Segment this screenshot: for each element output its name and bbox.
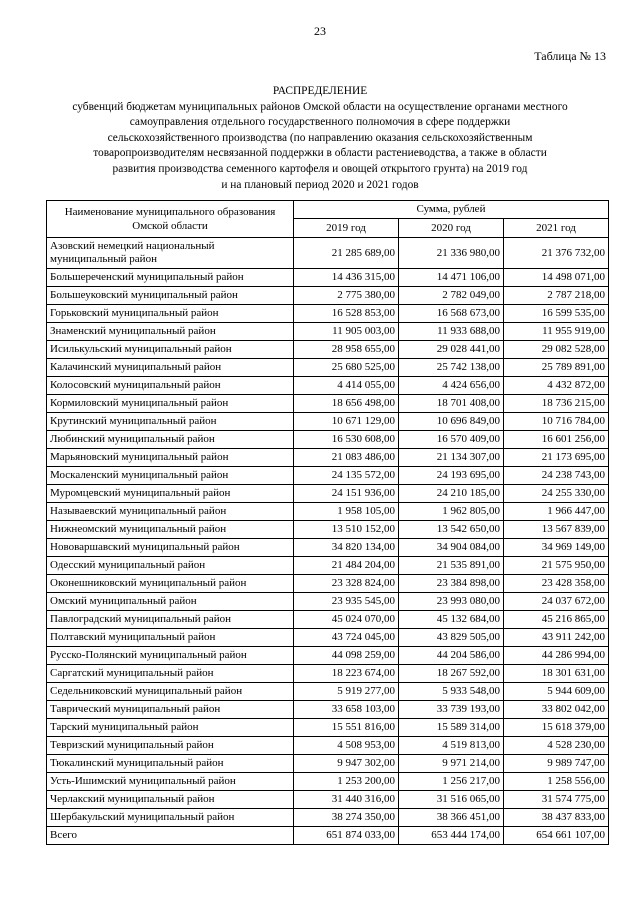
region-name-cell: Большеуковский муниципальный район	[47, 287, 294, 305]
table-row	[47, 449, 609, 467]
value-2019-cell: 43 724 045,00	[294, 629, 399, 647]
table-row	[47, 665, 609, 683]
value-2019-cell: 28 958 655,00	[294, 341, 399, 359]
value-2019-cell: 1 958 105,00	[294, 503, 399, 521]
value-2020-cell: 13 542 650,00	[399, 521, 504, 539]
value-2019-cell: 31 440 316,00	[294, 791, 399, 809]
region-name-cell: Одесский муниципальный район	[47, 557, 294, 575]
value-2021-cell: 2 787 218,00	[504, 287, 609, 305]
region-name-cell: Любинский муниципальный район	[47, 431, 294, 449]
region-name-cell: Нижнеомский муниципальный район	[47, 521, 294, 539]
subvention-table	[46, 200, 609, 845]
value-2019-cell: 24 151 936,00	[294, 485, 399, 503]
value-2021-cell: 38 437 833,00	[504, 809, 609, 827]
value-2021-cell: 4 432 872,00	[504, 377, 609, 395]
table-row	[47, 701, 609, 719]
region-name-cell: Всего	[47, 827, 294, 845]
page-number: 23	[314, 24, 326, 38]
table-row	[47, 323, 609, 341]
value-2019-cell: 21 484 204,00	[294, 557, 399, 575]
value-2020-cell: 5 933 548,00	[399, 683, 504, 701]
value-2020-cell: 4 519 813,00	[399, 737, 504, 755]
value-2019-cell: 14 436 315,00	[294, 269, 399, 287]
column-header-name: Наименование муниципального образования Омской области	[47, 201, 294, 238]
value-2020-cell: 11 933 688,00	[399, 323, 504, 341]
value-2021-cell: 5 944 609,00	[504, 683, 609, 701]
value-2019-cell: 45 024 070,00	[294, 611, 399, 629]
value-2019-cell: 1 253 200,00	[294, 773, 399, 791]
value-2020-cell: 44 204 586,00	[399, 647, 504, 665]
column-header-sum: Сумма, рублей	[294, 201, 609, 219]
region-name-cell: Усть-Ишимский муниципальный район	[47, 773, 294, 791]
region-name-cell: Тевризский муниципальный район	[47, 737, 294, 755]
value-2020-cell: 24 193 695,00	[399, 467, 504, 485]
region-name-cell: Азовский немецкий национальный муниципальный район	[47, 238, 294, 269]
region-name-cell: Крутинский муниципальный район	[47, 413, 294, 431]
table-row	[47, 791, 609, 809]
value-2021-cell: 4 528 230,00	[504, 737, 609, 755]
table-row	[47, 341, 609, 359]
value-2019-cell: 25 680 525,00	[294, 359, 399, 377]
table-row	[47, 287, 609, 305]
region-name-cell: Муромцевский муниципальный район	[47, 485, 294, 503]
value-2021-cell: 18 301 631,00	[504, 665, 609, 683]
value-2020-cell: 653 444 174,00	[399, 827, 504, 845]
value-2019-cell: 4 508 953,00	[294, 737, 399, 755]
table-row	[47, 377, 609, 395]
table-row	[47, 413, 609, 431]
value-2021-cell: 18 736 215,00	[504, 395, 609, 413]
value-2021-cell: 25 789 891,00	[504, 359, 609, 377]
value-2021-cell: 9 989 747,00	[504, 755, 609, 773]
value-2021-cell: 44 286 994,00	[504, 647, 609, 665]
table-row	[47, 238, 609, 269]
table-row	[47, 395, 609, 413]
column-header-year: 2021 год	[504, 219, 609, 238]
value-2020-cell: 1 962 805,00	[399, 503, 504, 521]
value-2021-cell: 43 911 242,00	[504, 629, 609, 647]
region-name-cell: Черлакский муниципальный район	[47, 791, 294, 809]
table-row	[47, 431, 609, 449]
region-name-cell: Седельниковский муниципальный район	[47, 683, 294, 701]
table-row	[47, 683, 609, 701]
value-2021-cell: 13 567 839,00	[504, 521, 609, 539]
value-2020-cell: 45 132 684,00	[399, 611, 504, 629]
value-2019-cell: 33 658 103,00	[294, 701, 399, 719]
value-2020-cell: 21 336 980,00	[399, 238, 504, 269]
value-2021-cell: 10 716 784,00	[504, 413, 609, 431]
table-row	[47, 575, 609, 593]
region-name-cell: Марьяновский муниципальный район	[47, 449, 294, 467]
value-2021-cell: 1 966 447,00	[504, 503, 609, 521]
table-row	[47, 521, 609, 539]
value-2021-cell: 34 969 149,00	[504, 539, 609, 557]
value-2020-cell: 16 568 673,00	[399, 305, 504, 323]
value-2019-cell: 5 919 277,00	[294, 683, 399, 701]
value-2021-cell: 31 574 775,00	[504, 791, 609, 809]
value-2019-cell: 21 083 486,00	[294, 449, 399, 467]
table-label: Таблица № 13	[534, 49, 606, 63]
region-name-cell: Тюкалинский муниципальный район	[47, 755, 294, 773]
value-2021-cell: 21 575 950,00	[504, 557, 609, 575]
region-name-cell: Шербакульский муниципальный район	[47, 809, 294, 827]
table-row	[47, 593, 609, 611]
document-title	[40, 84, 600, 193]
value-2019-cell: 18 656 498,00	[294, 395, 399, 413]
table-row	[47, 503, 609, 521]
value-2020-cell: 43 829 505,00	[399, 629, 504, 647]
table-row	[47, 647, 609, 665]
region-name-cell: Колосовский муниципальный район	[47, 377, 294, 395]
value-2020-cell: 23 384 898,00	[399, 575, 504, 593]
value-2019-cell: 34 820 134,00	[294, 539, 399, 557]
title-line: развития производства семенного картофеля и овощей открытого грунта) на 2019 год	[112, 162, 528, 175]
table-row	[47, 809, 609, 827]
title-line: субвенций бюджетам муниципальных районов Омской области на осуществление органами местного	[72, 100, 568, 113]
value-2020-cell: 34 904 084,00	[399, 539, 504, 557]
region-name-cell: Знаменский муниципальный район	[47, 323, 294, 341]
value-2020-cell: 4 424 656,00	[399, 377, 504, 395]
value-2020-cell: 38 366 451,00	[399, 809, 504, 827]
table-row	[47, 611, 609, 629]
value-2020-cell: 15 589 314,00	[399, 719, 504, 737]
table-row	[47, 269, 609, 287]
value-2021-cell: 14 498 071,00	[504, 269, 609, 287]
value-2019-cell: 38 274 350,00	[294, 809, 399, 827]
value-2021-cell: 21 376 732,00	[504, 238, 609, 269]
region-name-cell: Саргатский муниципальный район	[47, 665, 294, 683]
value-2021-cell: 24 255 330,00	[504, 485, 609, 503]
table-row	[47, 755, 609, 773]
value-2020-cell: 23 993 080,00	[399, 593, 504, 611]
value-2020-cell: 14 471 106,00	[399, 269, 504, 287]
region-name-cell: Нововаршавский муниципальный район	[47, 539, 294, 557]
value-2021-cell: 1 258 556,00	[504, 773, 609, 791]
column-header-year: 2019 год	[294, 219, 399, 238]
value-2021-cell: 15 618 379,00	[504, 719, 609, 737]
region-name-cell: Москаленский муниципальный район	[47, 467, 294, 485]
value-2019-cell: 2 775 380,00	[294, 287, 399, 305]
title-heading: РАСПРЕДЕЛЕНИЕ	[272, 85, 368, 97]
value-2020-cell: 1 256 217,00	[399, 773, 504, 791]
table-row	[47, 719, 609, 737]
value-2020-cell: 29 028 441,00	[399, 341, 504, 359]
value-2020-cell: 18 267 592,00	[399, 665, 504, 683]
value-2019-cell: 11 905 003,00	[294, 323, 399, 341]
value-2020-cell: 21 134 307,00	[399, 449, 504, 467]
title-line: самоуправления отдельного государственного полномочия в сфере поддержки	[129, 116, 511, 129]
value-2020-cell: 16 570 409,00	[399, 431, 504, 449]
value-2019-cell: 23 935 545,00	[294, 593, 399, 611]
value-2020-cell: 25 742 138,00	[399, 359, 504, 377]
value-2021-cell: 45 216 865,00	[504, 611, 609, 629]
value-2019-cell: 651 874 033,00	[294, 827, 399, 845]
total-row	[47, 827, 609, 845]
region-name-cell: Большереченский муниципальный район	[47, 269, 294, 287]
table-row	[47, 773, 609, 791]
value-2021-cell: 16 601 256,00	[504, 431, 609, 449]
value-2020-cell: 21 535 891,00	[399, 557, 504, 575]
region-name-cell: Называевский муниципальный район	[47, 503, 294, 521]
value-2021-cell: 21 173 695,00	[504, 449, 609, 467]
table-row	[47, 485, 609, 503]
region-name-cell: Оконешниковский муниципальный район	[47, 575, 294, 593]
table-row	[47, 305, 609, 323]
region-name-cell: Павлоградский муниципальный район	[47, 611, 294, 629]
value-2021-cell: 16 599 535,00	[504, 305, 609, 323]
value-2021-cell: 23 428 358,00	[504, 575, 609, 593]
value-2019-cell: 24 135 572,00	[294, 467, 399, 485]
value-2020-cell: 24 210 185,00	[399, 485, 504, 503]
table-row	[47, 629, 609, 647]
value-2020-cell: 9 971 214,00	[399, 755, 504, 773]
table-row	[47, 557, 609, 575]
region-name-cell: Исилькульский муниципальный район	[47, 341, 294, 359]
value-2020-cell: 18 701 408,00	[399, 395, 504, 413]
value-2021-cell: 33 802 042,00	[504, 701, 609, 719]
region-name-cell: Горьковский муниципальный район	[47, 305, 294, 323]
region-name-cell: Тарский муниципальный район	[47, 719, 294, 737]
region-name-cell: Калачинский муниципальный район	[47, 359, 294, 377]
region-name-cell: Кормиловский муниципальный район	[47, 395, 294, 413]
value-2019-cell: 15 551 816,00	[294, 719, 399, 737]
title-line: и на плановый период 2020 и 2021 годов	[221, 178, 419, 191]
value-2019-cell: 18 223 674,00	[294, 665, 399, 683]
region-name-cell: Омский муниципальный район	[47, 593, 294, 611]
value-2021-cell: 24 037 672,00	[504, 593, 609, 611]
value-2021-cell: 29 082 528,00	[504, 341, 609, 359]
value-2019-cell: 16 530 608,00	[294, 431, 399, 449]
value-2020-cell: 31 516 065,00	[399, 791, 504, 809]
value-2020-cell: 2 782 049,00	[399, 287, 504, 305]
value-2019-cell: 21 285 689,00	[294, 238, 399, 269]
value-2020-cell: 33 739 193,00	[399, 701, 504, 719]
value-2019-cell: 44 098 259,00	[294, 647, 399, 665]
region-name-cell: Таврический муниципальный район	[47, 701, 294, 719]
value-2021-cell: 654 661 107,00	[504, 827, 609, 845]
table-row	[47, 737, 609, 755]
value-2019-cell: 9 947 302,00	[294, 755, 399, 773]
value-2019-cell: 4 414 055,00	[294, 377, 399, 395]
value-2020-cell: 10 696 849,00	[399, 413, 504, 431]
table-row	[47, 359, 609, 377]
value-2021-cell: 11 955 919,00	[504, 323, 609, 341]
value-2019-cell: 13 510 152,00	[294, 521, 399, 539]
table-row	[47, 467, 609, 485]
value-2019-cell: 10 671 129,00	[294, 413, 399, 431]
value-2021-cell: 24 238 743,00	[504, 467, 609, 485]
title-line: товаропроизводителям несвязанной поддержки в области растениеводства, а также в области	[93, 147, 547, 160]
value-2019-cell: 23 328 824,00	[294, 575, 399, 593]
title-line: сельскохозяйственного производства (по направлению оказания сельскохозяйственным	[107, 131, 533, 144]
column-header-year: 2020 год	[399, 219, 504, 238]
value-2019-cell: 16 528 853,00	[294, 305, 399, 323]
table-row	[47, 539, 609, 557]
region-name-cell: Русско-Полянский муниципальный район	[47, 647, 294, 665]
region-name-cell: Полтавский муниципальный район	[47, 629, 294, 647]
